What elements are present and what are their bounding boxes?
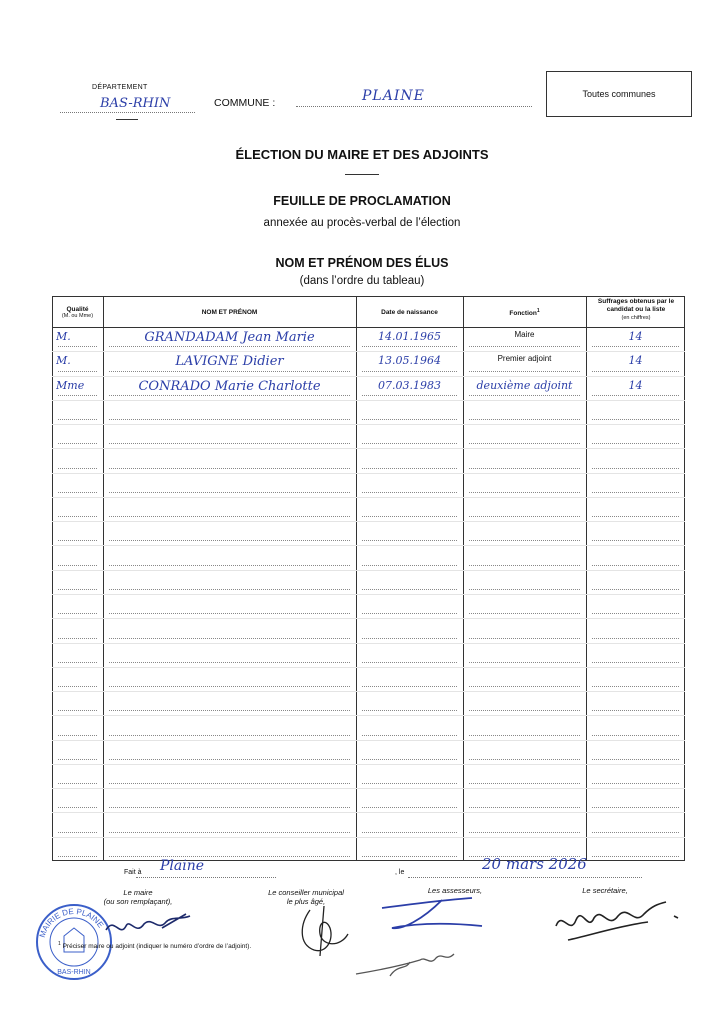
commune-label: COMMUNE : [214, 97, 276, 109]
table-row [52, 788, 685, 789]
table-row [52, 594, 685, 595]
cell-line [58, 346, 97, 347]
cell-line [109, 492, 350, 493]
le-label: , le [395, 869, 405, 876]
cell-line [469, 807, 580, 808]
cell-line [109, 589, 350, 590]
footnote: $^1$ Préciser maire ou adjoint (indiquer le numéro d’ordre de l’adjoint). [58, 941, 252, 951]
cell-line [469, 565, 580, 566]
cell-line [469, 540, 580, 541]
table-row [52, 376, 685, 377]
cell-line [469, 662, 580, 663]
cell-line [592, 638, 679, 639]
cell-line [469, 613, 580, 614]
th-qualite: Qualité (M. ou Mme) [61, 306, 94, 319]
cell-line [592, 783, 679, 784]
cell-line [469, 468, 580, 469]
table-row [52, 545, 685, 546]
departement-value[interactable]: BAS-RHIN [100, 96, 171, 111]
cell-line [592, 346, 679, 347]
cell-line [469, 832, 580, 833]
table-row [52, 448, 685, 449]
cell-line [592, 832, 679, 833]
cell-line [109, 856, 350, 857]
cell-line [362, 759, 457, 760]
cell-line [362, 395, 457, 396]
cell-line [592, 468, 679, 469]
cell-date[interactable]: 07.03.1983 [378, 378, 441, 392]
cell-line [592, 807, 679, 808]
departement-line [60, 112, 195, 113]
cell-line [58, 589, 97, 590]
cell-fonction[interactable]: Maire [514, 330, 535, 339]
sig-assesseurs-label: Les assesseurs, [427, 886, 483, 895]
secretaire-signature [548, 896, 688, 956]
cell-line [362, 565, 457, 566]
cell-line [362, 783, 457, 784]
cell-line [592, 589, 679, 590]
th-fonction: Fonction$^1$ [509, 308, 540, 318]
names-title: NOM ET PRÉNOM DES ÉLUS [275, 256, 449, 270]
cell-line [469, 371, 580, 372]
sheet-title: FEUILLE DE PROCLAMATION [273, 194, 451, 208]
cell-line [362, 686, 457, 687]
cell-line [58, 735, 97, 736]
cell-line [109, 832, 350, 833]
cell-line [58, 468, 97, 469]
le-line [408, 877, 642, 878]
cell-nom[interactable]: LAVIGNE Didier [175, 354, 284, 370]
svg-text:MAIRIE DE PLAINE: MAIRIE DE PLAINE [37, 906, 106, 939]
cell-line [469, 759, 580, 760]
departement-label: DÉPARTEMENT [92, 84, 148, 91]
cell-line [362, 613, 457, 614]
cell-line [469, 346, 580, 347]
cell-line [58, 856, 97, 857]
maire-signature [100, 908, 200, 944]
cell-line [469, 395, 580, 396]
cell-line [58, 638, 97, 639]
table-row [52, 667, 685, 668]
table-row [52, 715, 685, 716]
cell-line [469, 686, 580, 687]
cell-line [592, 443, 679, 444]
fait-label: Fait à [124, 869, 142, 876]
cell-line [58, 443, 97, 444]
cell-line [469, 638, 580, 639]
cell-nom[interactable]: GRANDADAM Jean Marie [144, 330, 315, 345]
table-row [52, 424, 685, 425]
cell-line [469, 516, 580, 517]
cell-fonction[interactable]: deuxième adjoint [476, 378, 573, 392]
cell-line [592, 856, 679, 857]
cell-line [469, 443, 580, 444]
cell-suffrages[interactable]: 14 [628, 378, 643, 392]
cell-line [58, 371, 97, 372]
cell-line [592, 419, 679, 420]
cell-line [109, 371, 350, 372]
cell-line [592, 565, 679, 566]
cell-line [109, 468, 350, 469]
cell-line [109, 565, 350, 566]
cell-line [362, 807, 457, 808]
col-divider [356, 296, 357, 861]
col-divider [103, 296, 104, 861]
date-value[interactable]: 20 mars 2026 [482, 855, 587, 873]
cell-line [58, 565, 97, 566]
cell-line [362, 856, 457, 857]
cell-line [362, 516, 457, 517]
cell-line [109, 686, 350, 687]
cell-line [362, 371, 457, 372]
cell-line [109, 516, 350, 517]
cell-line [469, 710, 580, 711]
cell-line [592, 492, 679, 493]
cell-line [58, 540, 97, 541]
cell-line [362, 589, 457, 590]
sheet-subtitle: annexée au procès-verbal de l’élection [263, 217, 461, 229]
sig-conseiller-label: Le conseiller municipal le plus âgé, [268, 888, 344, 906]
cell-line [592, 516, 679, 517]
cell-line [109, 735, 350, 736]
cell-line [362, 540, 457, 541]
cell-line [469, 735, 580, 736]
fait-value[interactable]: Plaine [160, 858, 205, 874]
cell-line [109, 613, 350, 614]
commune-line [296, 106, 532, 107]
table-row [52, 570, 685, 571]
cell-line [109, 638, 350, 639]
cell-line [362, 468, 457, 469]
cell-qualite[interactable]: Mme [56, 378, 85, 392]
cell-line [469, 492, 580, 493]
title-rule [345, 174, 379, 175]
cell-line [58, 613, 97, 614]
cell-line [109, 759, 350, 760]
cell-line [362, 710, 457, 711]
cell-line [592, 686, 679, 687]
cell-line [592, 613, 679, 614]
cell-line [109, 395, 350, 396]
cell-line [362, 346, 457, 347]
cell-line [592, 662, 679, 663]
table-row [52, 643, 685, 644]
cell-line [58, 686, 97, 687]
cell-line [362, 419, 457, 420]
cell-line [109, 346, 350, 347]
table-row [52, 691, 685, 692]
cell-qualite[interactable]: M. [56, 354, 71, 368]
cell-line [58, 832, 97, 833]
cell-line [109, 540, 350, 541]
table-row [52, 740, 685, 741]
cell-line [58, 710, 97, 711]
cell-line [362, 492, 457, 493]
cell-suffrages[interactable]: 14 [628, 330, 643, 343]
svg-text:BAS-RHIN: BAS-RHIN [57, 969, 91, 976]
departement-dash [116, 119, 138, 120]
cell-line [58, 662, 97, 663]
cell-line [592, 735, 679, 736]
assesseur-signature-2 [350, 946, 470, 982]
cell-line [592, 395, 679, 396]
cell-line [592, 371, 679, 372]
th-date: Date de naissance [381, 309, 438, 316]
table-row [52, 400, 685, 401]
assesseur-signature-1 [372, 890, 492, 936]
cell-line [109, 443, 350, 444]
fait-line [136, 877, 276, 878]
cell-line [109, 710, 350, 711]
cell-line [58, 783, 97, 784]
commune-value[interactable]: PLAINE [362, 88, 425, 104]
cell-line [58, 807, 97, 808]
cell-line [362, 735, 457, 736]
cell-date[interactable]: 14.01.1965 [378, 330, 441, 343]
header-divider [52, 327, 685, 328]
table-row [52, 473, 685, 474]
cell-line [109, 807, 350, 808]
sig-secretaire-label: Le secrétaire, [582, 886, 628, 895]
cell-line [469, 783, 580, 784]
category-box-text: Toutes communes [582, 89, 656, 99]
table-row [52, 837, 685, 838]
cell-date[interactable]: 13.05.1964 [378, 354, 441, 368]
cell-line [58, 419, 97, 420]
cell-line [109, 662, 350, 663]
cell-line [592, 759, 679, 760]
cell-line [362, 832, 457, 833]
names-subtitle: (dans l’ordre du tableau) [299, 275, 425, 287]
cell-line [58, 492, 97, 493]
cell-line [469, 589, 580, 590]
cell-fonction[interactable]: Premier adjoint [497, 354, 552, 364]
cell-line [109, 419, 350, 420]
cell-line [362, 443, 457, 444]
sig-maire-label: Le maire (ou son remplaçant), [103, 888, 173, 906]
cell-line [592, 540, 679, 541]
th-nom: NOM ET PRÉNOM [201, 309, 258, 316]
cell-nom[interactable]: CONRADO Marie Charlotte [138, 378, 321, 394]
table-row [52, 521, 685, 522]
cell-line [58, 759, 97, 760]
table-row [52, 812, 685, 813]
cell-qualite[interactable]: M. [56, 330, 71, 343]
th-suffrages: Suffrages obtenus par le candidat ou la liste (en chiffres) [597, 298, 675, 321]
col-divider [586, 296, 587, 861]
cell-line [58, 516, 97, 517]
col-divider [463, 296, 464, 861]
cell-line [362, 638, 457, 639]
cell-line [362, 662, 457, 663]
table-row [52, 351, 685, 352]
cell-line [469, 419, 580, 420]
cell-line [109, 783, 350, 784]
table-row [52, 497, 685, 498]
cell-line [58, 395, 97, 396]
cell-suffrages[interactable]: 14 [628, 354, 643, 368]
table-row [52, 618, 685, 619]
main-title: ÉLECTION DU MAIRE ET DES ADJOINTS [235, 147, 489, 162]
cell-line [592, 710, 679, 711]
table-row [52, 764, 685, 765]
